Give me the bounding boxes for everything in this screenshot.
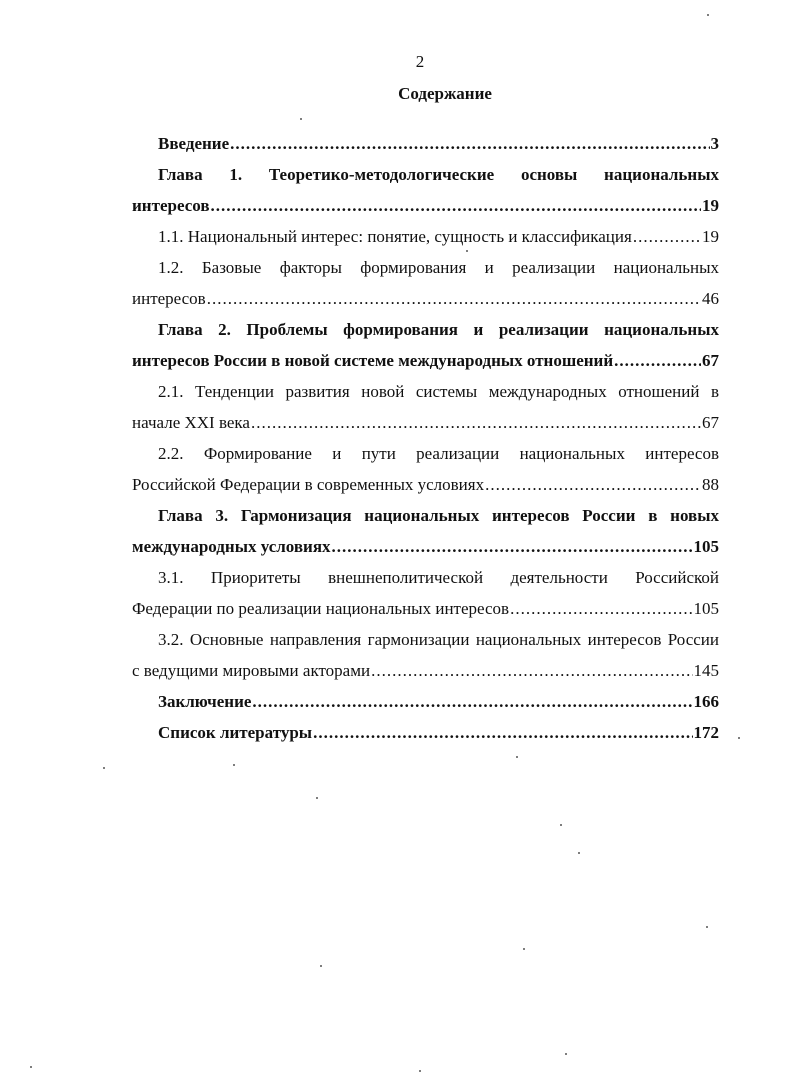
toc-entry-title: Список литературы <box>158 723 313 742</box>
toc-entry-section-2-2 <box>132 469 719 500</box>
toc-leader-dots <box>251 407 701 438</box>
toc-entry-section-1-2-line-1: 1.2. Базовые факторы формирования и реализации национальных <box>158 258 719 277</box>
page-number: 2 <box>415 52 425 71</box>
toc-entry-title: начале XXI века <box>132 413 250 432</box>
toc-leader-dots <box>211 190 702 221</box>
toc-entry-section-3-1 <box>132 593 719 624</box>
toc-entry-title: интересов России в новой системе международных отношений <box>132 351 614 370</box>
scan-speck <box>560 824 562 826</box>
toc-entry-section-3-1-line-1: 3.1. Приоритеты внешнеполитической деятельности Российской <box>158 568 719 587</box>
toc-entry-title: Российской Федерации в современных условиях <box>132 475 485 494</box>
scan-speck <box>578 852 580 854</box>
toc-entry-section-2-1 <box>132 407 719 438</box>
scan-speck <box>523 948 525 950</box>
toc-entry-chapter-2 <box>132 345 719 376</box>
toc-entry-title: интересов <box>132 289 206 308</box>
toc-title: Содержание <box>398 84 492 103</box>
toc-entry-page: 19 <box>702 196 719 215</box>
toc-leader-dots <box>371 655 692 686</box>
toc-entry-title: Федерации по реализации национальных интересов <box>132 599 510 618</box>
scan-speck <box>419 1070 421 1072</box>
toc-entry-page: 145 <box>693 661 719 680</box>
toc-entry-page: 3 <box>710 134 719 153</box>
toc-entry-page: 166 <box>693 692 719 711</box>
toc-entry-page: 19 <box>702 227 719 246</box>
toc-entry-page: 88 <box>702 475 719 494</box>
toc-entry-section-1-2 <box>132 283 719 314</box>
scan-speck <box>103 767 105 769</box>
toc-leader-dots <box>230 128 709 159</box>
toc-entry-chapter-1 <box>132 190 719 221</box>
toc-entry-section-1-1 <box>132 221 719 252</box>
toc-entry-chapter-2-line-1: Глава 2. Проблемы формирования и реализации национальных <box>158 320 719 339</box>
toc-entry-chapter-3 <box>132 531 719 562</box>
toc-entry-page: 172 <box>693 723 719 742</box>
toc-leader-dots <box>510 593 692 624</box>
toc-entry-page: 46 <box>702 289 719 308</box>
toc-entry-section-2-2-line-1: 2.2. Формирование и пути реализации национальных интересов <box>158 444 719 463</box>
toc-entry-section-2-1-line-1: 2.1. Тенденции развития новой системы международных отношений в <box>158 382 719 401</box>
toc-leader-dots <box>633 221 701 252</box>
toc-leader-dots <box>207 283 701 314</box>
toc-leader-dots <box>614 345 701 376</box>
toc-entry-page: 67 <box>702 351 719 370</box>
scan-speck <box>565 1053 567 1055</box>
toc-entry-section-3-2-line-1: 3.2. Основные направления гармонизации национальных интересов России <box>158 630 719 649</box>
scan-speck <box>233 764 235 766</box>
scan-speck <box>738 737 740 739</box>
scan-speck <box>316 797 318 799</box>
toc-entry-bibliography <box>132 717 719 748</box>
scan-speck <box>466 250 468 252</box>
scan-speck <box>516 756 518 758</box>
toc-entry-chapter-1-line-1: Глава 1. Теоретико-методологические основы национальных <box>158 165 719 184</box>
table-of-contents <box>132 128 719 748</box>
scan-speck <box>30 1066 32 1068</box>
toc-leader-dots <box>252 686 692 717</box>
toc-entry-section-3-2 <box>132 655 719 686</box>
toc-leader-dots <box>485 469 701 500</box>
toc-entry-title: Введение <box>158 134 230 153</box>
scan-speck <box>706 926 708 928</box>
scan-speck <box>707 14 709 16</box>
toc-leader-dots <box>332 531 693 562</box>
toc-entry-title: с ведущими мировыми акторами <box>132 661 371 680</box>
toc-entry-title: международных условиях <box>132 537 331 556</box>
toc-entry-chapter-3-line-1: Глава 3. Гармонизация национальных интересов России в новых <box>158 506 719 525</box>
toc-leader-dots <box>313 717 692 748</box>
toc-entry-title: Заключение <box>158 692 252 711</box>
toc-entry-page: 67 <box>702 413 719 432</box>
toc-entry-title: интересов <box>132 196 210 215</box>
toc-entry-conclusion <box>132 686 719 717</box>
toc-entry-page: 105 <box>693 599 719 618</box>
toc-entry-title: 1.1. Национальный интерес: понятие, сущность и классификация <box>158 227 632 246</box>
toc-entry-page: 105 <box>693 537 719 556</box>
scan-speck <box>300 118 302 120</box>
scan-speck <box>320 965 322 967</box>
toc-entry-introduction <box>132 128 719 159</box>
